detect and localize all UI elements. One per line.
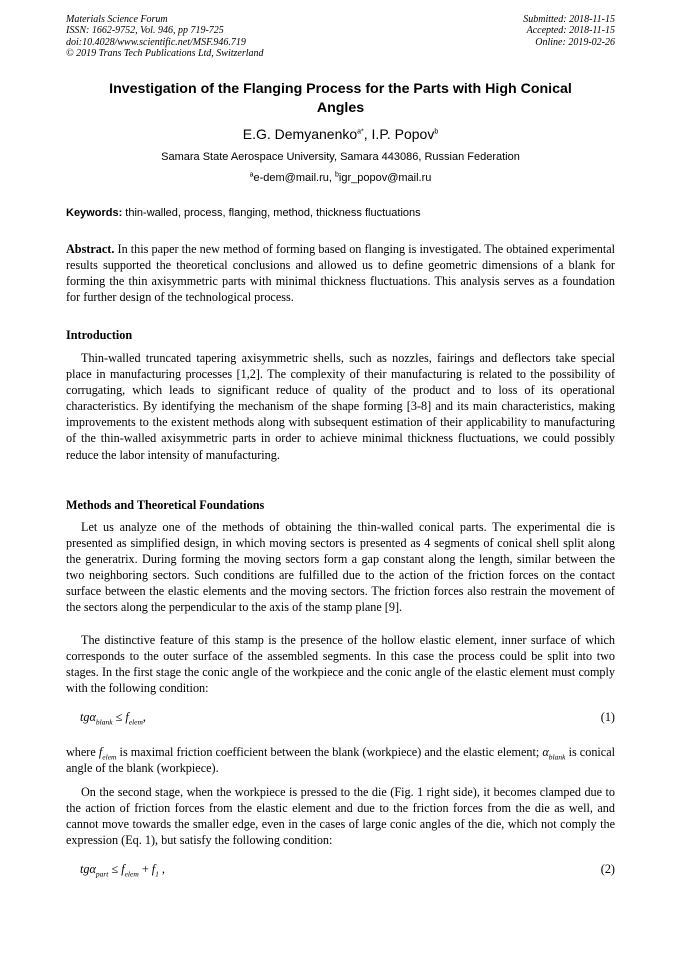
equation-2-body — [80, 862, 165, 877]
methods-heading: Methods and Theoretical Foundations — [66, 498, 265, 512]
eq2-lhs: tgα — [80, 862, 96, 876]
author-separator: , — [363, 126, 372, 142]
eq2-tail: , — [158, 862, 165, 876]
title-line-1: Investigation of the Flanging Process for the Parts with High Conical — [109, 81, 572, 97]
journal-name: Materials Science Forum — [66, 14, 168, 25]
author-emails — [66, 171, 615, 185]
email-a-mark: a — [249, 171, 254, 179]
author-1-affil-mark: a* — [357, 128, 364, 136]
paper-title — [66, 80, 615, 117]
equation-1-where — [66, 744, 615, 776]
title-line-2: Angles — [316, 99, 365, 116]
eq2-plus: + — [138, 862, 152, 876]
email-b-mark: b — [334, 171, 339, 179]
introduction-heading: Introduction — [66, 328, 133, 342]
email-a[interactable]: e-dem@mail.ru — [253, 172, 329, 184]
eq2-operator: ≤ — [108, 862, 122, 876]
abstract-label: Abstract. — [66, 242, 115, 256]
where-sym-alpha-sub: blank — [548, 752, 566, 762]
copyright-line: © 2019 Trans Tech Publications Ltd, Switzerland — [66, 47, 264, 59]
methods-paragraph-2: The distinctive feature of this stamp is the presence of the hollow elastic element, inner surface of which corresponds to the outer surface of the assembled segments. In this case the process could be split into two stages. In the first stage the conic angle of the workpiece and the conic angle of the elastic element must comply with the following condition: — [66, 633, 615, 696]
eq1-rhs: f — [125, 710, 129, 724]
issn-line: ISSN: 1662-9752, Vol. 946, pp 719-725 — [66, 25, 224, 37]
abstract — [66, 241, 615, 305]
methods-paragraph-3: On the second stage, when the workpiece is pressed to the die (Fig. 1 right side), it becomes clamped due to the action of friction forces from the elastic element and due to the friction forces from the die as well, and cannot move towards the smaller edge, even in the cases of large conic angles of the die, which not comply the expression (Eq. 1), but satisfy the following condition: — [66, 785, 615, 848]
where-text-2: is conical angle of the blank (workpiece). — [66, 745, 615, 776]
author-1: E.G. Demyanenko — [242, 126, 358, 142]
where-sym-f: f — [98, 745, 103, 759]
keywords — [66, 206, 615, 220]
submitted-date: Submitted: 2018-11-15 — [523, 14, 615, 25]
online-date: Online: 2019-02-26 — [535, 36, 615, 48]
author-list — [66, 125, 615, 143]
doi-line: doi:10.4028/www.scientific.net/MSF.946.719 — [66, 36, 246, 48]
equation-1-number: (1) — [600, 710, 615, 724]
where-sym-f-sub: elem — [102, 752, 117, 762]
journal-header-right — [375, 14, 615, 48]
eq2-rhs-2-sub: 1 — [155, 869, 159, 879]
keywords-label: Keywords: — [66, 207, 123, 219]
eq1-tail: , — [142, 710, 146, 724]
eq1-lhs: tgα — [80, 710, 96, 724]
methods-paragraph-1: Let us analyze one of the methods of obtaining the thin-walled conical parts. The experimental die is presented as simplified design, in which moving sectors is presented as 4 segments of conical shell split along the generatrix. During forming the moving sectors form a gap constant along the length, similar between the two neighboring sectors. Such conditions are fulfilled due to the action of the friction forces on the contact surface between the elastic elements and the moving sectors. The friction forces also restrain the movement of the sectors along the perpendicular to the axis of the stamp plane [9]. — [66, 520, 615, 615]
eq2-rhs-1-sub: elem — [124, 869, 139, 879]
equation-2 — [66, 862, 615, 880]
eq1-operator: ≤ — [112, 710, 126, 724]
accepted-date: Accepted: 2018-11-15 — [526, 25, 615, 37]
email-b[interactable]: igr_popov@mail.ru — [338, 172, 432, 184]
affiliation: Samara State Aerospace University, Samara 443086, Russian Federation — [161, 151, 520, 163]
abstract-text: In this paper the new method of forming based on flanging is investigated. The obtained experimental results supported the theoretical conclusions and allowed us to define geometric dimensions of a blank for forming the thin axisymmetric parts with minimal thickness fluctuations. This analysis serves as a foundation for further design of the technological process. — [66, 242, 615, 305]
eq1-rhs-sub: elem — [128, 717, 143, 727]
where-text-1: is maximal friction coefficient between the blank (workpiece) and the elastic element; — [116, 745, 540, 759]
email-separator: , — [328, 172, 335, 184]
eq1-lhs-sub: blank — [95, 717, 113, 727]
eq2-rhs-1: f — [121, 862, 125, 876]
eq2-rhs-2: f — [151, 862, 156, 876]
equation-1 — [66, 710, 615, 728]
author-2-affil-mark: b — [434, 128, 439, 136]
keywords-text: thin-walled, process, flanging, method, thickness fluctuations — [122, 207, 421, 219]
where-sym-alpha: α — [542, 745, 549, 759]
introduction-paragraph: Thin-walled truncated tapering axisymmetric shells, such as nozzles, fairings and deflectors take special place in manufacturing processes [1,2]. The complexity of their manufacturing is related to the possibility of corrugating, which leads to significant reduce of quality of the product and to loss of its operational characteristics. By identifying the mechanism of the shape forming [3-8] and its main characteristics, making improvements to the existent methods along with subsequent estimation of their applicability to manufacturing of the thin-walled axisymmetric parts in order to achieve minimal thickness fluctuations, we could possibly reduce the labor intensity of manufacturing. — [66, 351, 615, 462]
equation-1-body — [80, 710, 146, 725]
journal-header-left — [66, 14, 396, 59]
eq2-lhs-sub: part — [95, 869, 109, 879]
author-2: I.P. Popov — [371, 126, 435, 142]
where-lead: where — [66, 745, 99, 759]
equation-2-number: (2) — [600, 862, 615, 876]
